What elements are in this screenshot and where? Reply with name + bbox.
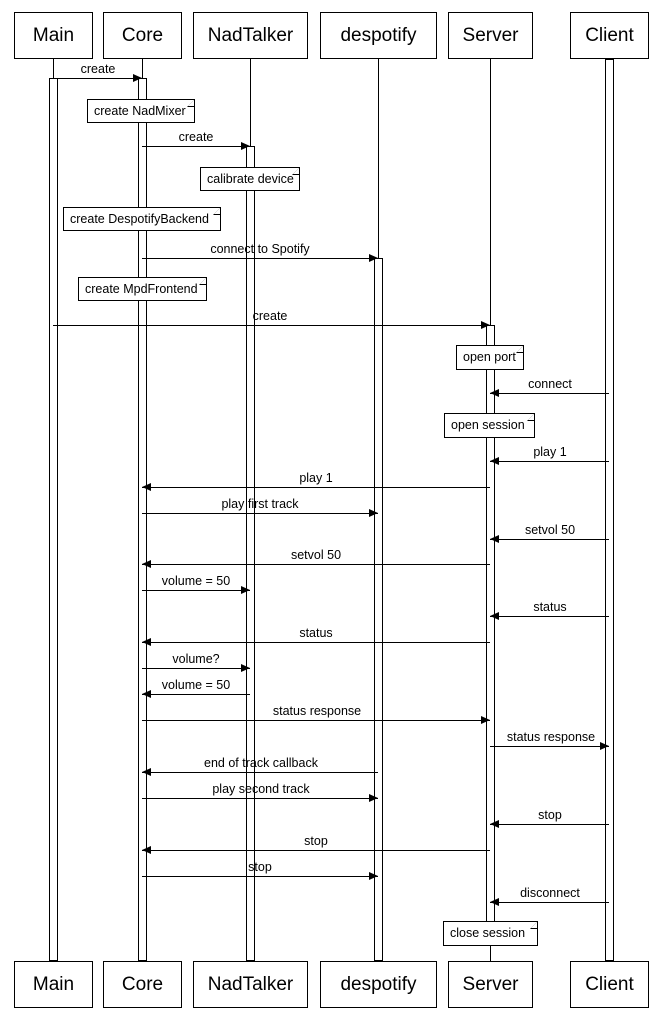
message-line-create-nadtalker bbox=[142, 146, 250, 147]
participant-label: Main bbox=[32, 973, 75, 995]
arrow-head-status-core bbox=[142, 638, 151, 646]
arrow-head-play1-core bbox=[142, 483, 151, 491]
message-label-status-response-server: status response bbox=[272, 704, 362, 718]
message-line-status-server bbox=[490, 616, 609, 617]
note-text: open port bbox=[463, 350, 516, 364]
message-line-status-response-client bbox=[490, 746, 609, 747]
arrow-head-play1-server bbox=[490, 457, 499, 465]
participant-box-nadtalker-bottom[interactable] bbox=[193, 961, 308, 1008]
message-label-play-first-track: play first track bbox=[221, 497, 299, 511]
arrow-head-setvol50-server bbox=[490, 535, 499, 543]
arrow-head-setvol50-core bbox=[142, 560, 151, 568]
participant-box-despotify-bottom[interactable] bbox=[320, 961, 437, 1008]
message-label-volume50-set: volume = 50 bbox=[161, 574, 231, 588]
note-open-session bbox=[444, 413, 535, 438]
message-label-volume-query: volume? bbox=[172, 652, 220, 666]
activation-nadtalker bbox=[246, 146, 255, 961]
participant-label: NadTalker bbox=[207, 24, 294, 46]
note-fold-inner-icon bbox=[517, 346, 523, 352]
participant-box-main-bottom[interactable] bbox=[14, 961, 93, 1008]
note-fold-inner-icon bbox=[531, 922, 537, 928]
participant-label: Client bbox=[585, 24, 634, 46]
activation-client bbox=[605, 59, 614, 961]
activation-despotify bbox=[374, 258, 383, 961]
note-fold-inner-icon bbox=[200, 278, 206, 284]
note-create-despotifybackend bbox=[63, 207, 221, 231]
arrow-head-create-server bbox=[481, 321, 490, 329]
arrow-head-play-second-track bbox=[369, 794, 378, 802]
message-label-disconnect: disconnect bbox=[520, 886, 580, 900]
participant-label: Core bbox=[121, 973, 164, 995]
message-label-setvol50-core: setvol 50 bbox=[290, 548, 342, 562]
arrow-head-connect-to-spotify bbox=[369, 254, 378, 262]
participant-label: NadTalker bbox=[207, 973, 294, 995]
message-label-connect: connect bbox=[528, 377, 572, 391]
message-label-create-core: create bbox=[80, 62, 116, 76]
arrow-head-end-of-track-callback bbox=[142, 768, 151, 776]
message-line-play1-core bbox=[142, 487, 490, 488]
message-label-stop-core: stop bbox=[304, 834, 328, 848]
note-calibrate-device bbox=[200, 167, 300, 191]
message-label-end-of-track-callback: end of track callback bbox=[204, 756, 318, 770]
message-line-create-server bbox=[53, 325, 490, 326]
message-line-connect-to-spotify bbox=[142, 258, 378, 259]
message-label-status-core: status bbox=[299, 626, 333, 640]
participant-box-client-top[interactable] bbox=[570, 12, 649, 59]
note-fold-inner-icon bbox=[293, 168, 299, 174]
message-label-play1-server: play 1 bbox=[533, 445, 567, 459]
message-line-status-response-server bbox=[142, 720, 490, 721]
message-label-status-response-client: status response bbox=[506, 730, 596, 744]
note-text: open session bbox=[451, 418, 525, 432]
participant-label: Core bbox=[121, 24, 164, 46]
message-line-volume50-reply bbox=[142, 694, 250, 695]
message-line-play1-server bbox=[490, 461, 609, 462]
note-fold-inner-icon bbox=[214, 208, 220, 214]
message-label-stop-server: stop bbox=[538, 808, 562, 822]
message-line-stop-server bbox=[490, 824, 609, 825]
message-label-create-server: create bbox=[252, 309, 288, 323]
participant-box-core-top[interactable] bbox=[103, 12, 182, 59]
message-line-play-second-track bbox=[142, 798, 378, 799]
arrow-head-stop-despotify bbox=[369, 872, 378, 880]
note-open-port bbox=[456, 345, 524, 370]
message-label-volume50-reply: volume = 50 bbox=[161, 678, 231, 692]
note-close-session bbox=[443, 921, 538, 946]
arrow-head-status-server bbox=[490, 612, 499, 620]
participant-label: despotify bbox=[340, 973, 417, 995]
participant-box-client-bottom[interactable] bbox=[570, 961, 649, 1008]
message-line-end-of-track-callback bbox=[142, 772, 378, 773]
activation-main bbox=[49, 78, 58, 961]
arrow-head-play-first-track bbox=[369, 509, 378, 517]
arrow-head-disconnect bbox=[490, 898, 499, 906]
arrow-head-stop-server bbox=[490, 820, 499, 828]
note-text: create DespotifyBackend bbox=[70, 212, 209, 226]
message-line-connect bbox=[490, 393, 609, 394]
note-create-nadmixer bbox=[87, 99, 195, 123]
message-label-stop-despotify: stop bbox=[248, 860, 272, 874]
message-label-setvol50-server: setvol 50 bbox=[524, 523, 576, 537]
message-label-connect-to-spotify: connect to Spotify bbox=[210, 242, 310, 256]
message-line-stop-core bbox=[142, 850, 490, 851]
message-label-play1-core: play 1 bbox=[299, 471, 333, 485]
note-text: calibrate device bbox=[207, 172, 294, 186]
participant-box-core-bottom[interactable] bbox=[103, 961, 182, 1008]
note-fold-inner-icon bbox=[528, 414, 534, 420]
message-line-status-core bbox=[142, 642, 490, 643]
participant-box-server-bottom[interactable] bbox=[448, 961, 533, 1008]
message-line-disconnect bbox=[490, 902, 609, 903]
participant-box-despotify-top[interactable] bbox=[320, 12, 437, 59]
message-line-play-first-track bbox=[142, 513, 378, 514]
arrow-head-stop-core bbox=[142, 846, 151, 854]
message-line-volume50-set bbox=[142, 590, 250, 591]
note-text: create MpdFrontend bbox=[85, 282, 198, 296]
participant-label: Main bbox=[32, 24, 75, 46]
participant-box-server-top[interactable] bbox=[448, 12, 533, 59]
participant-label: despotify bbox=[340, 24, 417, 46]
message-line-setvol50-server bbox=[490, 539, 609, 540]
message-line-create-core bbox=[53, 78, 142, 79]
message-label-play-second-track: play second track bbox=[212, 782, 310, 796]
participant-label: Server bbox=[462, 973, 519, 995]
message-line-volume-query bbox=[142, 668, 250, 669]
note-create-mpdfrontend bbox=[78, 277, 207, 301]
note-text: create NadMixer bbox=[94, 104, 186, 118]
note-text: close session bbox=[450, 926, 526, 940]
arrow-head-status-response-server bbox=[481, 716, 490, 724]
participant-box-main-top[interactable] bbox=[14, 12, 93, 59]
message-line-setvol50-core bbox=[142, 564, 490, 565]
participant-label: Server bbox=[462, 24, 519, 46]
message-label-create-nadtalker: create bbox=[178, 130, 214, 144]
participant-label: Client bbox=[585, 973, 634, 995]
arrow-head-connect bbox=[490, 389, 499, 397]
message-label-status-server: status bbox=[533, 600, 567, 614]
message-line-stop-despotify bbox=[142, 876, 378, 877]
participant-box-nadtalker-top[interactable] bbox=[193, 12, 308, 59]
note-fold-inner-icon bbox=[188, 100, 194, 106]
